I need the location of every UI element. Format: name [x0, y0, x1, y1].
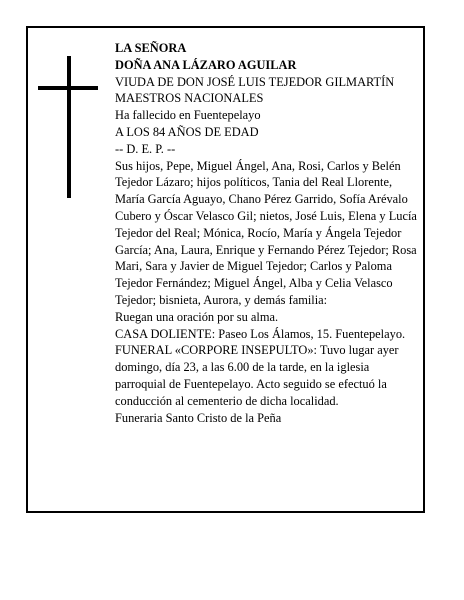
funeral-home: Funeraria Santo Cristo de la Peña	[115, 410, 282, 425]
prayer-line: Ruegan una oración por su alma.	[115, 309, 279, 324]
obituary-text	[115, 40, 419, 426]
mourning-house: CASA DOLIENTE: Paseo Los Álamos, 15. Fuentepelayo.	[115, 326, 406, 341]
rip-line: -- D. E. P. --	[115, 141, 176, 156]
widow-line: VIUDA DE DON JOSÉ LUIS TEJEDOR GILMARTÍN	[115, 74, 395, 89]
cross-icon-horizontal	[38, 86, 98, 90]
family-paragraph: Sus hijos, Pepe, Miguel Ángel, Ana, Rosi, Carlos y Belén Tejedor Lázaro; hijos políticos, Tania del Real Llorente, María García Aguayo, Chano Pérez Garrido, Sofía Arévalo Cubero y Óscar Velasco Gil; nietos, José Luis, Elena y Lucía Tejedor del Real; Mónica, Rocío, María y Ángela Tejedor García; Ana, Laura, Enrique y Fernando Pérez Tejedor; Rosa Mari, Sara y Javier de Miguel Tejedor; Carlos y Paloma Tejedor Fernández; Miguel Ángel, Alba y Celia Velasco Tejedor; bisnieta, Aurora, y demás familia:	[115, 158, 417, 307]
profession-line: MAESTROS NACIONALES	[115, 91, 264, 106]
cross-icon-vertical	[67, 56, 71, 198]
death-place: Ha fallecido en Fuentepelayo	[115, 108, 261, 123]
funeral-info: FUNERAL «CORPORE INSEPULTO»: Tuvo lugar ayer domingo, día 23, a las 6.00 de la tarde, en la iglesia parroquial de Fuentepelayo. Acto seguido se efectuó la conducción al cementerio de dicha localidad.	[115, 343, 399, 408]
deceased-name: DOÑA ANA LÁZARO AGUILAR	[115, 57, 297, 72]
title-line-1: LA SEÑORA	[115, 41, 187, 55]
age-line: A LOS 84 AÑOS DE EDAD	[115, 124, 259, 139]
obituary-frame	[26, 26, 425, 513]
